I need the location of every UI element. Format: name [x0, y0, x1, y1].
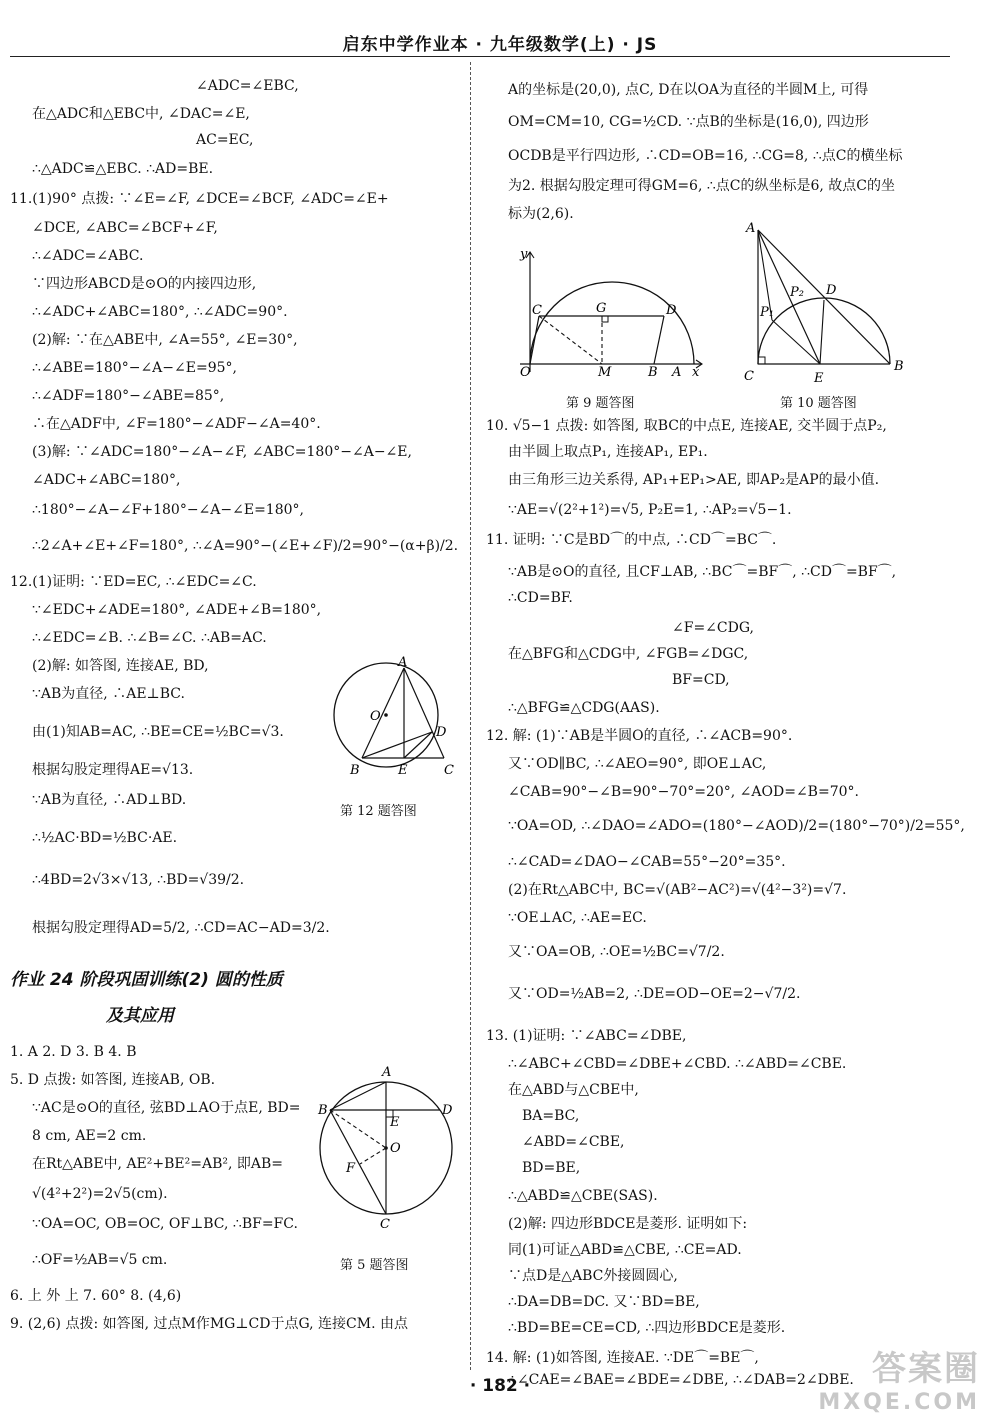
fig12-label-b: B — [350, 763, 360, 778]
fig10-label-a: A — [746, 221, 756, 236]
text-line: ∴∠CAD=∠DAO−∠CAB=55°−20°=35°. — [508, 854, 786, 870]
text-line: BA=BC, — [522, 1108, 580, 1124]
fig9-label-a: A — [672, 365, 682, 378]
text-line: ∵AC是⊙O的直径, 弦BD⊥AO于点E, BD= — [32, 1100, 301, 1116]
text-line: ∵AB为直径, ∴AD⊥BD. — [32, 792, 187, 808]
text-line: 又∵OD∥BC, ∴∠AEO=90°, 即OE⊥AC, — [508, 756, 767, 772]
text-line: 9. (2,6) 点拨: 如答图, 过点M作MG⊥CD于点G, 连接CM. 由点 — [10, 1316, 409, 1332]
text-line: OM=CM=10, CG=½CD. ∵点B的坐标是(16,0), 四边形 — [508, 114, 869, 130]
fig9-label-o: O — [520, 365, 531, 378]
text-line: ∴△ADC≌△EBC. ∴AD=BE. — [32, 161, 214, 177]
header-rule — [10, 56, 950, 57]
text-line: 12. 解: (1)∵AB是半圆O的直径, ∴∠ACB=90°. — [486, 728, 793, 744]
text-line: ∴DA=DB=DC. 又∵BD=BE, — [508, 1294, 700, 1310]
figure-10-diagram — [734, 220, 914, 386]
text-line: 标为(2,6). — [508, 206, 574, 222]
text-line: ∵∠EDC+∠ADE=180°, ∠ADE+∠B=180°, — [32, 602, 322, 618]
text-line: ∴△ABD≌△CBE(SAS). — [508, 1188, 658, 1204]
text-line: ∵OA=OC, OB=OC, OF⊥BC, ∴BF=FC. — [32, 1216, 298, 1232]
figure-9-diagram — [506, 244, 706, 378]
fig9-label-d: D — [666, 303, 677, 318]
text-line: 10. √5−1 点拨: 如答图, 取BC的中点E, 连接AE, 交半圆于点P₂, — [486, 418, 887, 434]
watermark-url: MXQE.COM — [818, 1390, 980, 1415]
fig9-label-m: M — [598, 365, 612, 378]
text-line: ∵AB是⊙O的直径, 且CF⊥AB, ∴BC⌒=BF⌒, ∴CD⌒=BF⌒, — [508, 564, 897, 580]
text-line: ∴∠ABC+∠CBD=∠DBE+∠CBD. ∴∠ABD=∠CBE. — [508, 1056, 847, 1072]
text-line: ∴∠ADC=∠ABC. — [32, 248, 144, 264]
figure-12-diagram — [326, 650, 466, 790]
text-line: 5. D 点拨: 如答图, 连接AB, OB. — [10, 1072, 216, 1088]
fig12-label-d: D — [436, 725, 447, 740]
fig5-label-e: E — [390, 1115, 400, 1130]
figure-12-caption: 第 12 题答图 — [340, 804, 417, 819]
text-line: ∠F=∠CDG, — [672, 620, 754, 636]
text-line: ∵OE⊥AC, ∴AE=EC. — [508, 910, 647, 926]
text-line: 又∵OD=½AB=2, ∴DE=OD−OE=2−√7/2. — [508, 986, 801, 1002]
watermark — [818, 1341, 980, 1415]
fig5-label-a: A — [382, 1065, 392, 1080]
text-line: ∴2∠A+∠E+∠F=180°, ∴∠A=90°−(∠E+∠F)/2=90°−(α+β)/2. — [32, 538, 459, 554]
text-line: ∴∠EDC=∠B. ∴∠B=∠C. ∴AB=AC. — [32, 630, 267, 646]
text-line: ∠ABD=∠CBE, — [522, 1134, 625, 1150]
text-line: 又∵OA=OB, ∴OE=½BC=√7/2. — [508, 944, 725, 960]
text-line: ∠ADC+∠ABC=180°, — [32, 472, 181, 488]
text-line: 在△BFG和△CDG中, ∠FGB=∠DGC, — [508, 646, 749, 662]
text-line: 12.(1)证明: ∵ED=EC, ∴∠EDC=∠C. — [10, 574, 257, 590]
text-line: ∵四边形ABCD是⊙O的内接四边形, — [32, 276, 257, 292]
fig10-label-e: E — [814, 371, 824, 386]
text-line: 根据勾股定理得AE=√13. — [32, 762, 194, 778]
fig5-label-d: D — [442, 1103, 453, 1118]
text-line: BF=CD, — [672, 672, 730, 688]
text-line: A的坐标是(20,0), 点C, D在以OA为直径的半圆M上, 可得 — [508, 82, 869, 98]
text-line: 同(1)可证△ABD≌△CBE, ∴CE=AD. — [508, 1242, 742, 1258]
text-line: 1. A 2. D 3. B 4. B — [10, 1044, 137, 1060]
page-header — [0, 0, 1000, 64]
text-line: 11.(1)90° 点拨: ∵∠E=∠F, ∠DCE=∠BCF, ∠ADC=∠E+ — [10, 191, 389, 207]
fig12-label-a: A — [398, 655, 408, 670]
fig10-label-c: C — [744, 369, 754, 384]
text-line: ∴180°−∠A−∠F+180°−∠A−∠E=180°, — [32, 502, 304, 518]
fig10-label-b: B — [894, 359, 904, 374]
text-line: (2)解: 如答图, 连接AE, BD, — [32, 658, 209, 674]
fig10-label-p2: P₂ — [790, 285, 804, 300]
text-line: 由三角形三边关系得, AP₁+EP₁>AE, 即AP₂是AP的最小值. — [508, 472, 880, 488]
text-line: ∴∠ABE=180°−∠A−∠E=95°, — [32, 360, 237, 376]
text-line: 为2. 根据勾股定理可得GM=6, ∴点C的纵坐标是6, 故点C的坐 — [508, 178, 896, 194]
text-line: 在△ADC和△EBC中, ∠DAC=∠E, — [32, 106, 250, 122]
figure-5-diagram — [316, 1062, 466, 1232]
text-line: 根据勾股定理得AD=5/2, ∴CD=AC−AD=3/2. — [32, 920, 330, 936]
figure-10-caption: 第 10 题答图 — [780, 396, 857, 411]
text-line: (2)解: 四边形BDCE是菱形. 证明如下: — [508, 1216, 748, 1232]
text-line: ∵AE=√(2²+1²)=√5, P₂E=1, ∴AP₂=√5−1. — [508, 502, 792, 518]
fig5-label-b: B — [318, 1103, 328, 1118]
text-line: 11. 证明: ∵C是BD⌒的中点, ∴CD⌒=BC⌒. — [486, 532, 777, 548]
text-line: √(4²+2²)=2√5(cm). — [32, 1186, 168, 1202]
column-divider — [470, 62, 471, 1370]
text-line: 13. (1)证明: ∵∠ABC=∠DBE, — [486, 1028, 687, 1044]
fig9-label-y: y — [520, 247, 528, 262]
text-line: OCDB是平行四边形, ∴CD=OB=16, ∴CG=8, ∴点C的横坐标 — [508, 148, 903, 164]
header-title: 启东中学作业本 · 九年级数学(上) · JS — [342, 35, 658, 55]
fig9-label-x: x — [692, 365, 700, 378]
fig5-label-o: O — [390, 1141, 401, 1156]
text-line: 由半圆上取点P₁, 连接AP₁, EP₁. — [508, 444, 708, 460]
text-line: ∠DCE, ∠ABC=∠BCF+∠F, — [32, 220, 218, 236]
section-title: 及其应用 — [106, 1006, 174, 1026]
figure-5-caption: 第 5 题答图 — [340, 1258, 409, 1273]
text-line: ∠ADC=∠EBC, — [196, 78, 299, 94]
text-line: ∵点D是△ABC外接圆圆心, — [508, 1268, 678, 1284]
text-line: ∴BD=BE=CE=CD, ∴四边形BDCE是菱形. — [508, 1320, 786, 1336]
text-line: (3)解: ∵∠ADC=180°−∠A−∠F, ∠ABC=180°−∠A−∠E, — [32, 444, 412, 460]
fig10-label-d: D — [826, 283, 837, 298]
fig12-label-o: O — [370, 709, 381, 724]
fig10-label-p1: P₁ — [760, 305, 774, 320]
text-line: 8 cm, AE=2 cm. — [32, 1128, 147, 1144]
text-line: ∴4BD=2√3×√13, ∴BD=√39/2. — [32, 872, 245, 888]
text-line: BD=BE, — [522, 1160, 581, 1176]
text-line: ∴∠CAE=∠BAE=∠BDE=∠DBE, ∴∠DAB=2∠DBE. — [508, 1372, 854, 1388]
text-line: ∴在△ADF中, ∠F=180°−∠ADF−∠A=40°. — [32, 416, 321, 432]
fig9-label-c: C — [532, 303, 542, 318]
text-line: ∴△BFG≌△CDG(AAS). — [508, 700, 660, 716]
fig9-label-g: G — [596, 301, 607, 316]
text-line: ∴∠ADC+∠ABC=180°, ∴∠ADC=90°. — [32, 304, 288, 320]
text-line: ∴∠ADF=180°−∠ABE=85°, — [32, 388, 225, 404]
text-line: 6. 上 外 上 7. 60° 8. (4,6) — [10, 1288, 182, 1304]
text-line: AC=EC, — [196, 132, 254, 148]
text-line: 在△ABD与△CBE中, — [508, 1082, 639, 1098]
text-line: ∴½AC·BD=½BC·AE. — [32, 830, 178, 846]
text-line: 在Rt△ABE中, AE²+BE²=AB², 即AB= — [32, 1156, 284, 1172]
fig5-label-f: F — [346, 1161, 356, 1176]
fig5-label-c: C — [380, 1217, 390, 1232]
figure-9-caption: 第 9 题答图 — [566, 396, 635, 411]
watermark-logo-text: 答案圈 — [872, 1349, 980, 1389]
fig12-label-c: C — [444, 763, 454, 778]
text-line: 由(1)知AB=AC, ∴BE=CE=½BC=√3. — [32, 724, 284, 740]
text-line: ∴CD=BF. — [508, 590, 573, 606]
section-title: 作业 24 阶段巩固训练(2) 圆的性质 — [10, 970, 283, 990]
text-line: ∵AB为直径, ∴AE⊥BC. — [32, 686, 185, 702]
page-number: · 182 · — [469, 1376, 531, 1396]
text-line: (2)解: ∵在△ABE中, ∠A=55°, ∠E=30°, — [32, 332, 298, 348]
fig9-label-b: B — [648, 365, 658, 378]
text-line: ∴OF=½AB=√5 cm. — [32, 1252, 168, 1268]
text-line: 14. 解: (1)如答图, 连接AE. ∵DE⌒=BE⌒, — [486, 1350, 759, 1366]
text-line: (2)在Rt△ABC中, BC=√(AB²−AC²)=√(4²−3²)=√7. — [508, 882, 847, 898]
text-line: ∠CAB=90°−∠B=90°−70°=20°, ∠AOD=∠B=70°. — [508, 784, 859, 800]
fig12-label-e: E — [398, 763, 408, 778]
text-line: ∵OA=OD, ∴∠DAO=∠ADO=(180°−∠AOD)/2=(180°−70°)/2=55°, — [508, 818, 965, 834]
